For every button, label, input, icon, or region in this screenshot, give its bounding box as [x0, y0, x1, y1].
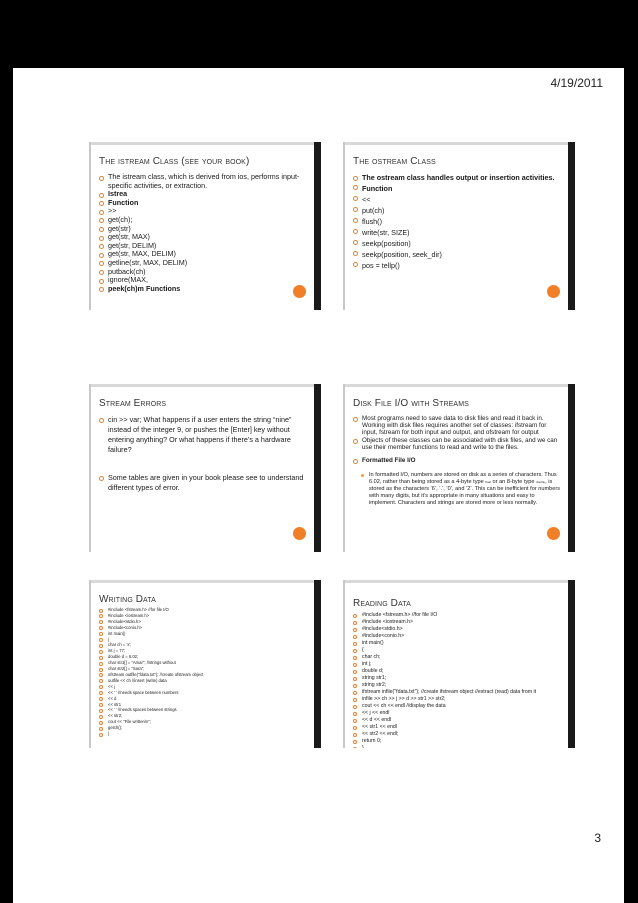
slide-sub-list	[361, 472, 560, 507]
page-number: 3	[594, 831, 601, 845]
list-item: write(str, SIZE)	[353, 227, 560, 238]
list-item: peek(ch)m Functions	[99, 285, 306, 294]
list-item: seekp(position)	[353, 238, 560, 249]
list-item: #include<conio.h>	[353, 633, 560, 640]
list-item: int j;	[353, 661, 560, 668]
slide-writing-data	[89, 580, 321, 748]
code-double: double	[536, 480, 546, 485]
list-item: putback(ch)	[99, 268, 306, 277]
list-item: string str2;	[353, 682, 560, 689]
list-item: {	[353, 647, 560, 654]
list-item: getch();	[99, 725, 306, 731]
orange-circle-decoration	[293, 527, 306, 540]
list-item: flush()	[353, 216, 560, 227]
handout-page	[13, 68, 624, 903]
list-item: int main()	[99, 631, 306, 637]
list-item: << j	[99, 684, 306, 690]
list-item: get(str, MAX)	[99, 233, 306, 242]
code-float: float	[485, 480, 491, 485]
slide-title: Reading Data	[353, 598, 411, 609]
list-item: {	[99, 637, 306, 643]
list-item: char ch = 'x';	[99, 642, 306, 648]
list-item: char str1[] = "Amar"; //strings without	[99, 660, 306, 666]
list-item: #include <iostream.h>	[353, 619, 560, 626]
slide-bullet-list	[99, 173, 306, 293]
list-item: The istream class, which is derived from ios, performs input-specific activities, or extraction.	[99, 173, 306, 190]
list-item: Most programs need to save data to disk files and read it back in. Working with disk files requires another set of classes: ifstream for input, fstream for both input and output, and ofstream for output	[353, 415, 560, 437]
list-item: int main()	[353, 640, 560, 647]
orange-circle-decoration	[547, 527, 560, 540]
print-date: 4/19/2011	[550, 76, 603, 90]
list-item: ofstream outfile("fdata.txt"); //create ofstream object	[99, 672, 306, 678]
list-item: Formatted File I/O	[353, 457, 560, 464]
list-item: }	[99, 731, 306, 737]
list-item: return 0;	[353, 738, 560, 745]
list-item: infile >> ch >> j >> d >> str1 >> str2;	[353, 696, 560, 703]
list-item: >>	[99, 207, 306, 216]
list-item: cout << "File written\n";	[99, 719, 306, 725]
list-item: #include <fstream.h> //for file I/O	[353, 612, 560, 619]
sub-text-c: , is stored as the characters ‘6’, ‘.’, ‘0’, and ‘2’. This can be inefficient for numbers with many digits, but it’s appropriate in many situations and easy to implement. Characters and strings are stored more or less normally.	[369, 479, 561, 507]
list-item: getline(str, MAX, DELIM)	[99, 259, 306, 268]
slide-title: Stream Errors	[99, 398, 167, 409]
list-item: << str2 << endl;	[353, 731, 560, 738]
slide-bullet-list	[353, 173, 560, 271]
slide-title: Disk File I/O with Streams	[353, 398, 469, 409]
list-item: The ostream class handles output or insertion activities.	[353, 173, 560, 183]
slide-bullet-list	[353, 612, 560, 748]
slide-title: The istream Class (see your book)	[99, 156, 250, 167]
sub-text-a: In formatted I/O, numbers are stored on disk as a series of characters. Thus 6.02, rather than being stored as a 4-byte type	[369, 472, 557, 486]
slide-stream-errors	[89, 384, 321, 552]
sub-text-b: or an 8-byte type	[492, 479, 535, 486]
slide-disk-file-io	[343, 384, 575, 552]
slide-bullet-list	[353, 415, 560, 464]
list-item: #include <fstream.h> //for file I/O	[99, 607, 306, 613]
list-item: Istrea	[99, 190, 306, 199]
list-item: << str1 << endl	[353, 724, 560, 731]
list-item: get(str, DELIM)	[99, 242, 306, 251]
list-item: seekp(position, seek_dir)	[353, 249, 560, 260]
list-item: get(str, MAX, DELIM)	[99, 250, 306, 259]
list-item: cin >> var; What happens if a user enters the string “nine” instead of the integer 9, or pushes the [Enter] key without entering anything? Or what happens if there’s a hardware failure?	[99, 415, 306, 455]
list-item: << str2;	[99, 713, 306, 719]
list-item: outfile << ch //insert (write) data	[99, 678, 306, 684]
list-item: << d << endl	[353, 717, 560, 724]
list-item: << j << endl	[353, 710, 560, 717]
list-item: ifstream infile("fdata.txt"); //create ifstream object //extract (read) data from it	[353, 689, 560, 696]
orange-circle-decoration	[547, 285, 560, 298]
slide-reading-data	[343, 580, 575, 748]
slide-bullet-list	[99, 415, 306, 493]
orange-circle-decoration	[293, 285, 306, 298]
list-item	[361, 472, 560, 507]
slide-ostream-class	[343, 142, 575, 310]
slide-title: Writing Data	[99, 594, 156, 605]
list-item: #include<stdio.h>	[353, 626, 560, 633]
list-item: get(ch);	[99, 216, 306, 225]
list-item: Function	[99, 199, 306, 208]
slide-title: The ostream Class	[353, 156, 436, 167]
list-item: char ch;	[353, 654, 560, 661]
list-item: }	[353, 745, 560, 748]
list-item: << ' ' //needs space between numbers	[99, 690, 306, 696]
list-item: cout << ch << endl //display the data	[353, 703, 560, 710]
slide-istream-class	[89, 142, 321, 310]
list-item: string str1;	[353, 675, 560, 682]
list-item: ignore(MAX,	[99, 276, 306, 285]
list-item: pos = tellp()	[353, 260, 560, 271]
list-item: << d	[99, 696, 306, 702]
list-item: double d;	[353, 668, 560, 675]
list-item: << ' ' //needs spaces between strings	[99, 707, 306, 713]
list-item: #include <iostream.h>	[99, 613, 306, 619]
list-item: double d = 6.02;	[99, 654, 306, 660]
list-item: int j = 77;	[99, 648, 306, 654]
list-item: get(str)	[99, 225, 306, 234]
list-item: <<	[353, 194, 560, 205]
list-item: Function	[353, 183, 560, 194]
list-item: #include<conio.h>	[99, 625, 306, 631]
list-item: Objects of these classes can be associated with disk files, and we can use their member functions to read and write to the files.	[353, 437, 560, 451]
slide-bullet-list	[99, 607, 306, 737]
list-item: << str1	[99, 702, 306, 708]
list-item: char str2[] = "Sara";	[99, 666, 306, 672]
list-item: #include<stdio.h>	[99, 619, 306, 625]
list-item: put(ch)	[353, 205, 560, 216]
list-item: Some tables are given in your book please see to understand different types of error.	[99, 473, 306, 493]
